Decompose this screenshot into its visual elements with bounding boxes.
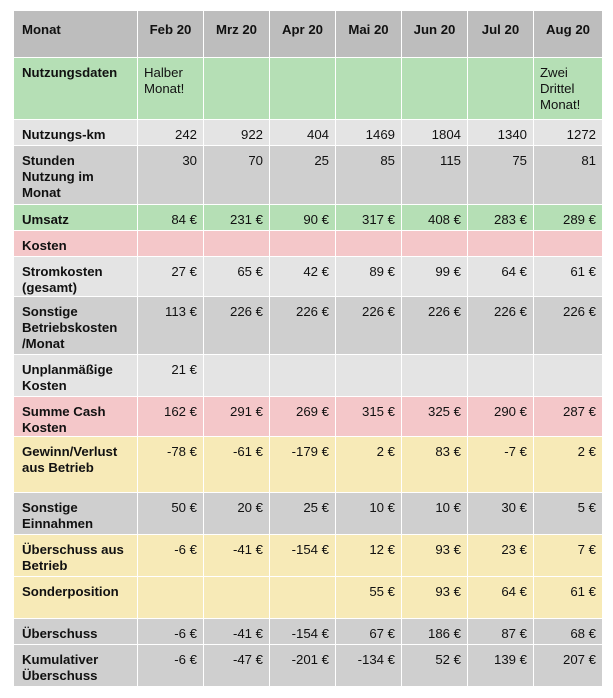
value-cell: 25 € (270, 493, 336, 535)
value-cell: 283 € (468, 205, 534, 231)
note-cell (270, 58, 336, 120)
value-cell: 315 € (336, 397, 402, 437)
table-row (14, 577, 603, 619)
value-cell: 55 € (336, 577, 402, 619)
value-cell: 2 € (336, 437, 402, 493)
value-cell: -6 € (138, 645, 204, 687)
value-cell: 70 (204, 146, 270, 205)
value-cell: 226 € (204, 297, 270, 355)
value-cell: 84 € (138, 205, 204, 231)
table-row (14, 257, 603, 297)
header-row (14, 11, 603, 58)
row-label: Kumulativer Überschuss (14, 645, 138, 687)
value-cell (336, 231, 402, 257)
value-cell: -47 € (204, 645, 270, 687)
value-cell (402, 355, 468, 397)
value-cell: 1804 (402, 120, 468, 146)
value-cell (468, 355, 534, 397)
value-cell: 269 € (270, 397, 336, 437)
value-cell (270, 231, 336, 257)
value-cell: 1469 (336, 120, 402, 146)
value-cell: 2 € (534, 437, 603, 493)
note-cell (468, 58, 534, 120)
row-label: Überschuss (14, 619, 138, 645)
value-cell: -6 € (138, 535, 204, 577)
row-label: Gewinn/Verlust aus Betrieb (14, 437, 138, 493)
value-cell: 68 € (534, 619, 603, 645)
table-row (14, 205, 603, 231)
value-cell: 99 € (402, 257, 468, 297)
note-cell (402, 58, 468, 120)
value-cell (270, 355, 336, 397)
value-cell: 408 € (402, 205, 468, 231)
value-cell: 290 € (468, 397, 534, 437)
value-cell: 922 (204, 120, 270, 146)
value-cell: 93 € (402, 577, 468, 619)
value-cell: -7 € (468, 437, 534, 493)
value-cell: 93 € (402, 535, 468, 577)
value-cell: -134 € (336, 645, 402, 687)
table-row (14, 397, 603, 437)
value-cell: -41 € (204, 619, 270, 645)
table-row (14, 297, 603, 355)
value-cell (204, 231, 270, 257)
value-cell (336, 355, 402, 397)
value-cell: 7 € (534, 535, 603, 577)
value-cell: 61 € (534, 257, 603, 297)
header-cell: Aug 20 (534, 11, 603, 58)
value-cell: 27 € (138, 257, 204, 297)
value-cell: 1340 (468, 120, 534, 146)
value-cell: 186 € (402, 619, 468, 645)
row-label: Sonstige Einnahmen (14, 493, 138, 535)
table-row (14, 58, 603, 120)
note-cell (336, 58, 402, 120)
value-cell: 10 € (336, 493, 402, 535)
row-label: Überschuss aus Betrieb (14, 535, 138, 577)
row-label: Summe Cash Kosten (14, 397, 138, 437)
value-cell: 89 € (336, 257, 402, 297)
value-cell (204, 577, 270, 619)
table-row (14, 493, 603, 535)
value-cell (468, 231, 534, 257)
value-cell: -61 € (204, 437, 270, 493)
header-cell: Mai 20 (336, 11, 402, 58)
value-cell (534, 231, 603, 257)
value-cell (402, 231, 468, 257)
value-cell: -201 € (270, 645, 336, 687)
value-cell: 5 € (534, 493, 603, 535)
value-cell: 226 € (534, 297, 603, 355)
value-cell: -78 € (138, 437, 204, 493)
value-cell: 30 (138, 146, 204, 205)
value-cell: 85 (336, 146, 402, 205)
table-row (14, 120, 603, 146)
value-cell: -154 € (270, 619, 336, 645)
value-cell: 139 € (468, 645, 534, 687)
row-label: Sonstige Betriebskosten /Monat (14, 297, 138, 355)
row-label: Sonderposition (14, 577, 138, 619)
value-cell: 90 € (270, 205, 336, 231)
note-cell: Zwei Drittel Monat! (534, 58, 603, 120)
table-row (14, 437, 603, 493)
value-cell: 30 € (468, 493, 534, 535)
value-cell: 52 € (402, 645, 468, 687)
value-cell (204, 355, 270, 397)
value-cell: 325 € (402, 397, 468, 437)
table-row (14, 231, 603, 257)
value-cell: 287 € (534, 397, 603, 437)
value-cell: 162 € (138, 397, 204, 437)
note-cell: Halber Monat! (138, 58, 204, 120)
row-label: Nutzungsdaten (14, 58, 138, 120)
table-row (14, 645, 603, 687)
value-cell: -154 € (270, 535, 336, 577)
value-cell: 12 € (336, 535, 402, 577)
row-label: Umsatz (14, 205, 138, 231)
value-cell: 226 € (336, 297, 402, 355)
value-cell: 242 (138, 120, 204, 146)
table-row (14, 355, 603, 397)
value-cell: 226 € (402, 297, 468, 355)
value-cell: 207 € (534, 645, 603, 687)
note-cell (204, 58, 270, 120)
value-cell: 404 (270, 120, 336, 146)
value-cell: 61 € (534, 577, 603, 619)
value-cell: 10 € (402, 493, 468, 535)
value-cell (138, 577, 204, 619)
value-cell (534, 355, 603, 397)
table-row (14, 146, 603, 205)
header-cell-month: Monat (14, 11, 138, 58)
value-cell: 289 € (534, 205, 603, 231)
row-label: Stunden Nutzung im Monat (14, 146, 138, 205)
header-cell: Apr 20 (270, 11, 336, 58)
value-cell: 87 € (468, 619, 534, 645)
header-cell: Mrz 20 (204, 11, 270, 58)
value-cell: 115 (402, 146, 468, 205)
value-cell: 226 € (270, 297, 336, 355)
value-cell (138, 231, 204, 257)
value-cell: -6 € (138, 619, 204, 645)
table-body (14, 58, 603, 687)
value-cell: 20 € (204, 493, 270, 535)
value-cell: 291 € (204, 397, 270, 437)
value-cell: 21 € (138, 355, 204, 397)
value-cell: 113 € (138, 297, 204, 355)
value-cell: -41 € (204, 535, 270, 577)
value-cell: 65 € (204, 257, 270, 297)
value-cell: 83 € (402, 437, 468, 493)
value-cell: 226 € (468, 297, 534, 355)
value-cell: -179 € (270, 437, 336, 493)
value-cell: 42 € (270, 257, 336, 297)
value-cell: 75 (468, 146, 534, 205)
value-cell: 25 (270, 146, 336, 205)
table-row (14, 535, 603, 577)
row-label: Unplanmäßige Kosten (14, 355, 138, 397)
header-cell: Jul 20 (468, 11, 534, 58)
header-cell: Jun 20 (402, 11, 468, 58)
financial-table (13, 10, 603, 687)
row-label: Nutzungs-km (14, 120, 138, 146)
value-cell: 317 € (336, 205, 402, 231)
value-cell: 64 € (468, 257, 534, 297)
value-cell: 50 € (138, 493, 204, 535)
row-label: Stromkosten (gesamt) (14, 257, 138, 297)
value-cell: 1272 (534, 120, 603, 146)
row-label: Kosten (14, 231, 138, 257)
header-cell: Feb 20 (138, 11, 204, 58)
table-row (14, 619, 603, 645)
value-cell: 67 € (336, 619, 402, 645)
value-cell: 23 € (468, 535, 534, 577)
value-cell: 64 € (468, 577, 534, 619)
value-cell (270, 577, 336, 619)
value-cell: 81 (534, 146, 603, 205)
value-cell: 231 € (204, 205, 270, 231)
